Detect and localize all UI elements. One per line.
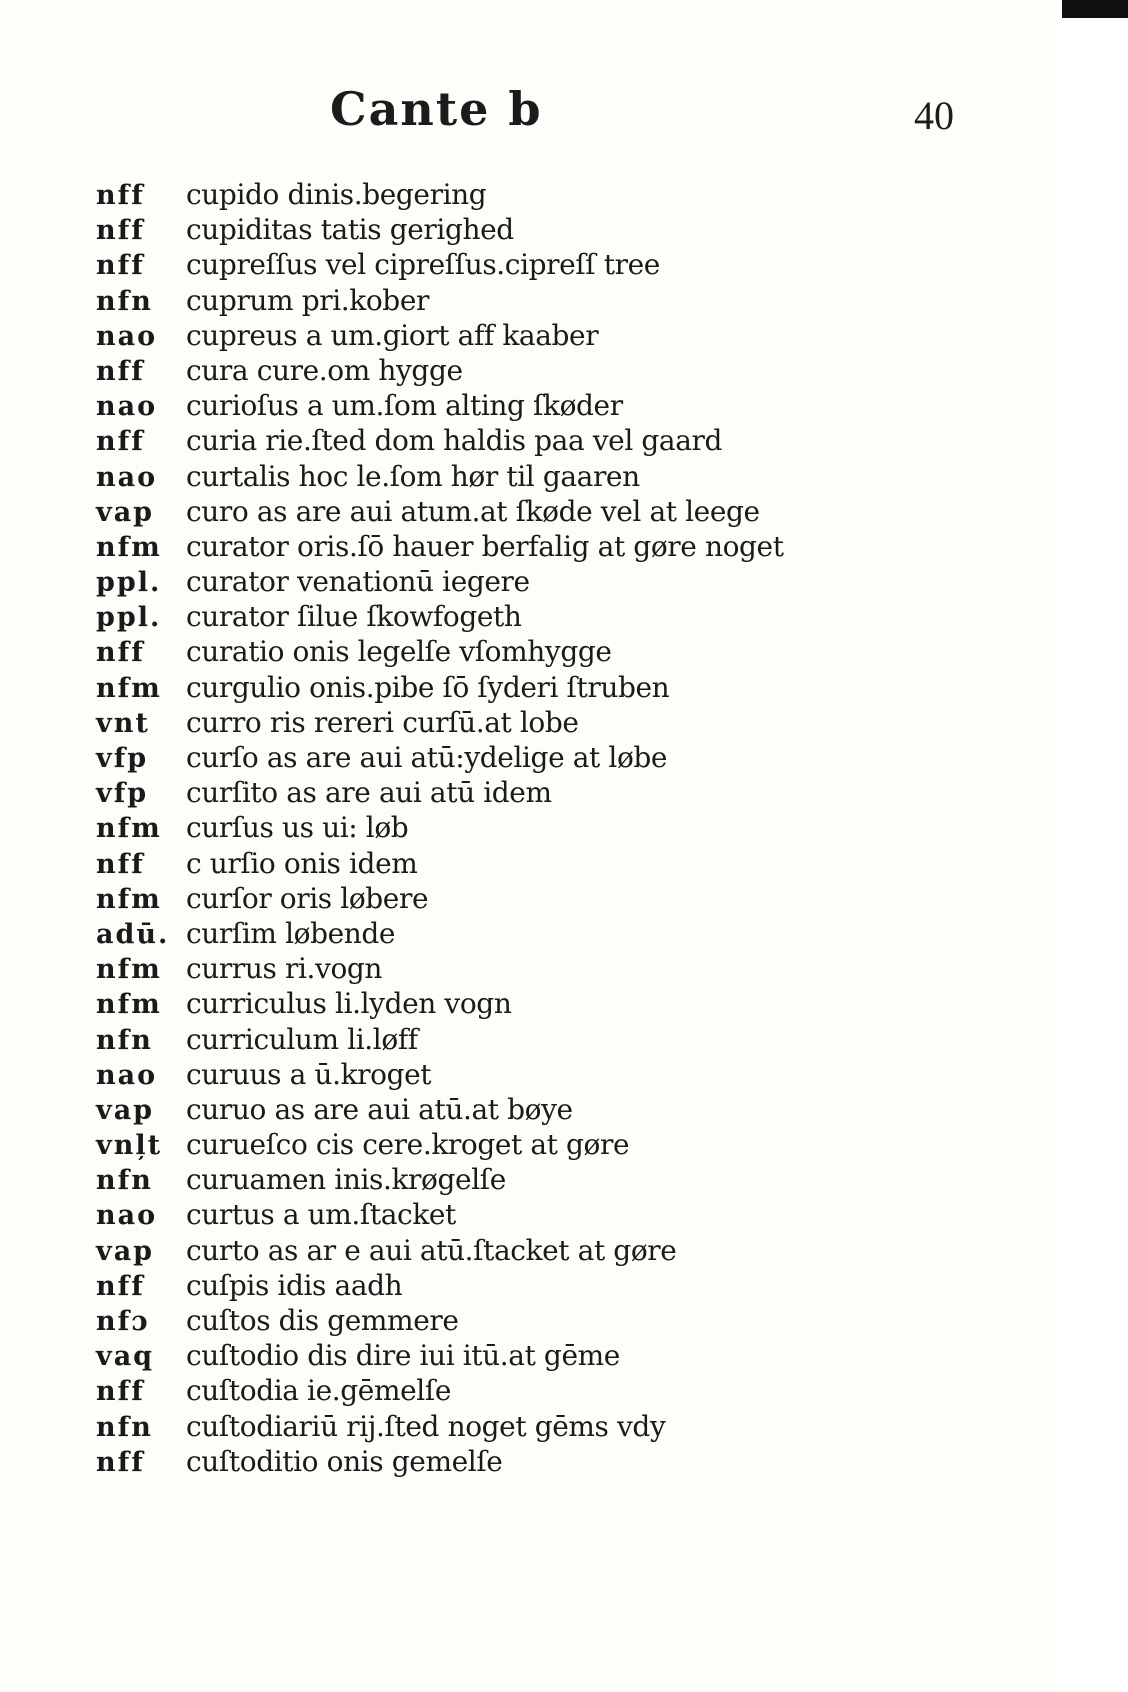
dictionary-entry xyxy=(96,1023,896,1058)
grammar-code: ppl. xyxy=(96,602,162,634)
grammar-code: nfɔ xyxy=(96,1306,150,1337)
dictionary-entry xyxy=(96,741,896,776)
entry-text: curſim løbende xyxy=(186,916,396,950)
dictionary-entry xyxy=(96,776,896,811)
entry-text: cupiditas tatis gerighed xyxy=(186,213,514,247)
grammar-code: nff xyxy=(96,848,145,880)
entry-text: curſus us ui: løb xyxy=(186,811,409,845)
entry-text: curo as are aui atum.at ſkøde vel at leege xyxy=(186,494,760,528)
grammar-code: nfn xyxy=(96,1024,153,1056)
scan-edge-bar xyxy=(1062,0,1128,18)
dictionary-entry xyxy=(96,600,896,635)
grammar-code: nfm xyxy=(96,883,162,915)
dictionary-entry xyxy=(96,1374,896,1409)
entry-text: curtus a um.ſtacket xyxy=(186,1198,456,1232)
entry-text: curueſco cis cere.kroget at gøre xyxy=(186,1128,630,1162)
dictionary-entry xyxy=(96,354,896,389)
grammar-code: nfn xyxy=(96,1411,153,1443)
entry-text: curtalis hoc le.ſom hør til gaaren xyxy=(186,459,640,493)
entry-text: curuus a ū.kroget xyxy=(186,1057,432,1091)
entry-text: curſor oris løbere xyxy=(186,881,429,915)
grammar-code: nao xyxy=(96,461,158,493)
entry-text: curatio onis legelſe vſomhygge xyxy=(186,635,612,669)
entry-text: curator oris.ſō hauer berfalig at gøre noget xyxy=(186,529,784,563)
dictionary-entry xyxy=(96,565,896,600)
entry-text: cupreſſus vel cipreſſus.cipreſſ tree xyxy=(186,248,660,282)
entry-text: curuo as are aui atū.at bøye xyxy=(186,1092,573,1126)
entry-text: curia rie.ſted dom haldis paa vel gaard xyxy=(186,424,723,458)
entry-text: cuprum pri.kober xyxy=(186,283,429,317)
entry-text: cuſtodia ie.gēmelſe xyxy=(186,1374,451,1408)
dictionary-entry xyxy=(96,671,896,706)
grammar-code: nff xyxy=(96,180,145,211)
dictionary-entry xyxy=(96,1128,896,1163)
grammar-code: nfm xyxy=(96,989,162,1021)
dictionary-entry xyxy=(96,1410,896,1445)
grammar-code: vap xyxy=(96,1094,155,1126)
dictionary-entry xyxy=(96,635,896,670)
entry-text: cuſtodio dis dire iui itū.at gēme xyxy=(186,1339,620,1373)
grammar-code: nff xyxy=(96,1446,145,1478)
entry-text: cuſtos dis gemmere xyxy=(186,1304,459,1337)
grammar-code: vfp xyxy=(96,743,149,774)
grammar-code: nff xyxy=(96,215,145,247)
dictionary-entry xyxy=(96,811,896,846)
grammar-code: nfm xyxy=(96,813,162,845)
dictionary-entry xyxy=(96,213,896,248)
grammar-code: ppl. xyxy=(96,567,162,599)
entry-text: cuſtodiariū rij.ſted noget gēms vdy xyxy=(186,1409,666,1443)
dictionary-entry xyxy=(96,424,896,459)
dictionary-entry xyxy=(96,319,896,354)
page-number: 40 xyxy=(914,93,954,138)
grammar-code: nfm xyxy=(96,672,162,704)
grammar-code: nff xyxy=(96,355,145,387)
entry-text: curto as ar e aui atū.ſtacket at gøre xyxy=(186,1233,677,1267)
grammar-code: vnt xyxy=(96,707,150,739)
grammar-code: vap xyxy=(96,496,155,528)
grammar-code: nao xyxy=(96,1059,158,1091)
entry-text: cupido dinis.begering xyxy=(186,178,487,211)
grammar-code: nfm xyxy=(96,954,162,986)
entry-text: curgulio onis.pibe ſō ſyderi ſtruben xyxy=(186,670,670,704)
entry-text: curriculus li.lyden vogn xyxy=(186,987,512,1021)
dictionary-entry xyxy=(96,952,896,987)
grammar-code: vaq xyxy=(96,1341,155,1373)
dictionary-entry xyxy=(96,1339,896,1374)
entry-text: cuſpis idis aadh xyxy=(186,1268,403,1302)
grammar-code: nff xyxy=(96,250,145,282)
grammar-code: vnļt xyxy=(96,1130,163,1162)
grammar-code: vap xyxy=(96,1235,155,1267)
dictionary-entry xyxy=(96,706,896,741)
grammar-code: nao xyxy=(96,320,158,352)
entry-text: curſo as are aui atū:ydelige at løbe xyxy=(186,741,668,774)
dictionary-entry xyxy=(96,1198,896,1233)
entry-text: curator venationū iegere xyxy=(186,565,530,599)
dictionary-entry xyxy=(96,1234,896,1269)
grammar-code: adū. xyxy=(96,918,170,950)
grammar-code: nff xyxy=(96,426,145,458)
grammar-code: nff xyxy=(96,1270,145,1302)
dictionary-entry xyxy=(96,178,896,213)
grammar-code: vfp xyxy=(96,778,149,810)
grammar-code: nfn xyxy=(96,1165,153,1197)
grammar-code: nao xyxy=(96,1200,158,1232)
dictionary-entry-list xyxy=(96,178,896,1480)
dictionary-entry xyxy=(96,847,896,882)
running-head: Cante b xyxy=(330,82,543,136)
dictionary-entry xyxy=(96,284,896,319)
dictionary-entry xyxy=(96,1269,896,1304)
grammar-code: nfn xyxy=(96,285,153,317)
entry-text: currus ri.vogn xyxy=(186,952,383,986)
entry-text: c urſio onis idem xyxy=(186,846,418,880)
entry-text: cuſtoditio onis gemelſe xyxy=(186,1444,503,1478)
entry-text: cupreus a um.giort aff kaaber xyxy=(186,318,599,352)
grammar-code: nao xyxy=(96,391,158,423)
dictionary-entry xyxy=(96,917,896,952)
dictionary-entry xyxy=(96,460,896,495)
grammar-code: nfm xyxy=(96,531,162,563)
grammar-code: nff xyxy=(96,637,145,669)
dictionary-entry xyxy=(96,1445,896,1480)
entry-text: curſito as are aui atū idem xyxy=(186,776,552,810)
entry-text: cura cure.om hygge xyxy=(186,353,463,387)
dictionary-entry xyxy=(96,1058,896,1093)
entry-text: curioſus a um.ſom alting ſkøder xyxy=(186,389,623,423)
entry-text: curator ſilue ſkowfogeth xyxy=(186,600,522,634)
dictionary-entry xyxy=(96,1093,896,1128)
dictionary-entry xyxy=(96,495,896,530)
grammar-code: nff xyxy=(96,1376,145,1408)
entry-text: curriculum li.løff xyxy=(186,1022,418,1056)
entry-text: curro ris rereri curſū.at lobe xyxy=(186,705,579,739)
dictionary-entry xyxy=(96,882,896,917)
dictionary-entry xyxy=(96,248,896,283)
dictionary-entry xyxy=(96,1163,896,1198)
entry-text: curuamen inis.krøgelſe xyxy=(186,1163,506,1197)
dictionary-entry xyxy=(96,1304,896,1339)
dictionary-entry xyxy=(96,987,896,1022)
dictionary-entry xyxy=(96,389,896,424)
dictionary-entry xyxy=(96,530,896,565)
